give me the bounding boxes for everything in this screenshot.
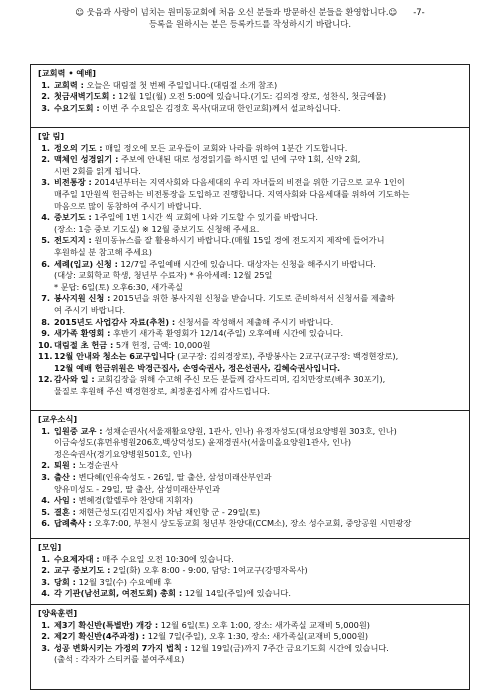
registration-line: 등록을 원하시는 분은 등록카드를 작성하시기 바랍니다. <box>148 19 352 29</box>
list-item: 1. 제3기 확신반(특별반) 개강 : 12월 6일(토) 오후 1:00, 장소: 새가족실 교재비 5,000원) <box>41 619 370 630</box>
list-item: 1. 교회력 : 오늘은 대림절 첫 번째 주일입니다.(대림절 소개 참조) <box>41 79 278 90</box>
section-member-news <box>38 414 462 530</box>
list-item: 12. 감사와 일 : 교회김장을 위해 수고해 주신 모든 분들께 감사드리며, 김치만장로(배추 30포기), 물질로 후원해 주신 백경현장로, 최정훈집사께 감사드립니다. <box>38 374 386 397</box>
list-item: 3. 비전통장 : 2014년부터는 지역사회와 다음세대의 우리 자녀들의 비전을 위한 기금으로 교우 1인이 매주일 1만원씩 헌금하는 비전통장을 도입하고 진행합니다. 지역사회와 다음세대를 위하여 기도하는 마음으로 많이 동참하여 주시기 바랍니다. <box>41 177 410 211</box>
section-meetings <box>38 542 462 600</box>
list-item: 4. 사임 : 변혜경(할렐루야 찬양대 지휘자) <box>41 495 193 506</box>
list-item: 8. 2015년도 사업감사 자료(추천) : 신청서를 작성해서 제출해 주시기 바랍니다. <box>41 316 334 327</box>
list-item: 11. 12월 안내와 청소는 6교구입니다 (교구장: 김의경장로), 주방봉사는 2교구(교구장: 백경현장로), 12월 예배 헌금위원은 박경근집사, 손영숙권사, 정은선권사, 김혜숙권사입니다. <box>38 351 399 373</box>
list-item: 1. 수요제자대 : 매주 수요일 오전 10:30에 있습니다. <box>41 553 234 564</box>
list-item: 2. 제2기 확신반(4주과정) : 12월 7일(주일), 오후 1:30, 장소: 새가족실(교재비 5,000원) <box>41 631 369 642</box>
list-item: 5. 전도지지 : 원미동뉴스를 잘 활용하시기 바랍니다.(매월 15일 경에 전도지지 제작에 들어가니 후원하실 분 참고해 주세요) <box>41 235 385 257</box>
divider <box>30 604 470 605</box>
divider <box>30 127 470 128</box>
list-item: 3. 수요기도회 : 이번 주 수요일은 김정호 목사(대교대 한인교회)께서 설교하십니다. <box>41 102 341 113</box>
list-item: 6. 세례(입교) 신청 : 12/7일 주일예배 시간에 있습니다. 대상자는 신청을 해주시기 바랍니다. (대상: 교회학교 학생, 청년부 수료자) * 유아세례: 12월 25일 * 문답: 6일(토) 오후6:30, 새가족실 <box>41 258 376 292</box>
page-number: -7- <box>413 7 425 17</box>
list-item: 1. 정오의 기도 : 매일 정오에 모든 교우들이 교회와 나라를 위하여 1분간 기도합니다. <box>41 142 348 153</box>
list-item: 2. 퇴원 : 노경순권사 <box>41 460 119 471</box>
divider <box>30 410 470 411</box>
list-item: 1. 입원중 교우 : 성채순권사(서울재활요양원, 1관사, 인나) 유정자성도(대성요양병원 303호, 인나) 이금숙성도(휴먼유병원206호,백상덕성도) 윤재경권사(서울미올요양원1관사, 인나) 정은숙권사(경기요양병원501호, 인나) <box>41 425 397 459</box>
list-item: 4. 중보기도 : 1주일에 1번 1시간 씩 교회에 나와 기도할 수 있기를 바랍니다. (장소: 1층 중보 기도실) ※ 12월 중보기도 신청해 주세요. <box>41 212 318 234</box>
list-item: 2. 맥체인 성경읽기 : 주보에 안내된 대로 성경읽기를 하시면 일 년에 구약 1회, 신약 2회, 시편 2회를 읽게 됩니다. <box>41 154 361 176</box>
section-title: [교우소식] <box>38 414 78 424</box>
welcome-line: ☺ 웃음과 사랑이 넘치는 원미동교회에 처음 오신 분들과 방문하신 분들을 환영합니다.☺ <box>75 7 398 17</box>
divider <box>30 538 470 539</box>
list-item: 3. 당회 : 12월 3일(수) 수요예배 후 <box>41 576 172 587</box>
list-item: 4. 각 기관(남선교회, 여전도회) 총회 : 12월 14일(주일)에 있습니다. <box>41 588 291 599</box>
list-item: 9. 새가족 환영회 : 후반기 새가족 환영회가 12/14(주일) 오후예배 시간에 있습니다. <box>41 328 344 339</box>
section-title: [모임] <box>38 542 62 552</box>
section-title: [양육훈련] <box>38 608 78 618</box>
section-title: [교회력 • 예배] <box>38 68 96 78</box>
list-item: 3. 출산 : 변다혜(인유숙성도 - 26일, 딸 출산, 삼성미래산부인과 양유미성도 - 29일, 딸 출산, 삼성미래산부인과 <box>41 471 272 494</box>
list-item: 2. 교구 중보기도 : 2일(화) 오후 8:00 - 9:00, 담당: 1여교구(강명자목사) <box>41 565 308 576</box>
section-church-calendar <box>38 68 462 114</box>
section-announcements <box>38 131 462 398</box>
list-item: 5. 결혼 : 채현근성도(김민지집사) 차남 채인향 군 - 29일(토) <box>41 506 261 517</box>
list-item: 3. 성공 변화시키는 가정의 7가지 법칙 : 12월 19일(금)까지 7주간 금요기도회 시간에 있습니다. (출석 : 각자가 스티커를 붙여주세요) <box>41 642 389 665</box>
section-training <box>38 608 462 666</box>
list-item: 6. 답례축사 : 오후7:00, 부천시 상도동교회 청년부 찬양대(CCM소), 장소 성수교회, 중앙공원 시민광장 <box>41 518 412 529</box>
section-title: [알 림] <box>38 131 65 141</box>
list-item: 7. 봉사지원 신청 : 2015년을 위한 봉사지원 신청을 받습니다. 기도로 준비하셔서 신청서를 제출하 여 주시기 바랍니다. <box>41 293 395 315</box>
page-header <box>20 6 480 30</box>
list-item: 10. 대림절 초 헌금 : 5개 헌정, 금액: 10,000원 <box>38 339 211 350</box>
list-item: 2. 첫금새벽기도회 : 12월 1일(월) 오전 5:00에 있습니다.(기도: 김의경 장로, 성찬식, 첫금예물) <box>41 91 387 102</box>
